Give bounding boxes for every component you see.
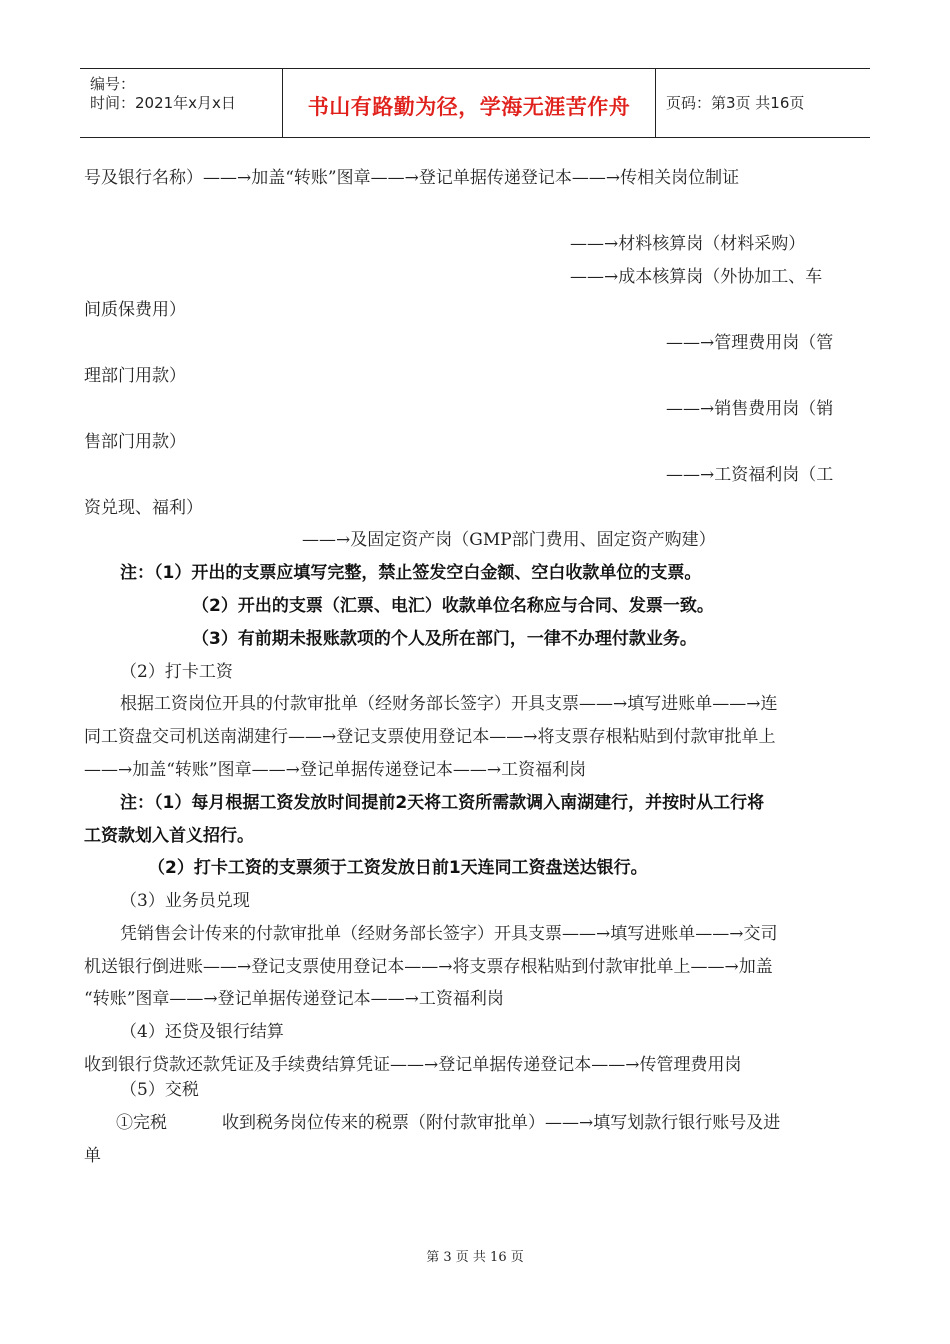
header-info-cell: [80, 69, 283, 137]
note-line: 工资款划入首义招行。: [84, 826, 254, 846]
body-line: 间质保费用）: [84, 300, 186, 320]
body-line: ——→及固定资产岗（GMP部门费用、固定资产购建）: [302, 530, 716, 550]
body-line: 根据工资岗位开具的付款审批单（经财务部长签字）开具支票——→填写进账单——→连: [120, 694, 778, 714]
header-page-cell: [656, 69, 870, 137]
body-line: 凭销售会计传来的付款审批单（经财务部长签字）开具支票——→填写进账单——→交司: [120, 924, 778, 944]
body-line: ——→工资福利岗（工: [666, 465, 834, 485]
body-line: 机送银行倒进账——→登记支票使用登记本——→将支票存根粘贴到付款审批单上——→加盖: [84, 957, 773, 977]
header-motto-cell: [283, 69, 656, 137]
body-line: 收到银行贷款还款凭证及手续费结算凭证——→登记单据传递登记本——→传管理费用岗: [84, 1055, 742, 1075]
body-line: 单: [84, 1146, 101, 1166]
note-line: 注：（1）每月根据工资发放时间提前2天将工资所需款调入南湖建行，并按时从工行将: [120, 793, 765, 813]
section-heading: （2）打卡工资: [120, 662, 233, 682]
note-line: （2）开出的支票（汇票、电汇）收款单位名称应与合同、发票一致。: [192, 596, 714, 616]
body-line: 理部门用款）: [84, 366, 186, 386]
document-time: 时间：2021年x月x日: [90, 94, 236, 112]
section-heading: （5）交税: [120, 1080, 199, 1100]
body-line: 售部门用款）: [84, 432, 186, 452]
page-header: [80, 68, 870, 138]
page-footer: 第 3 页 共 16 页: [426, 1250, 524, 1265]
document-number-label: 编号：: [90, 75, 136, 93]
header-page-number: 页码：第3页 共16页: [666, 94, 805, 112]
body-line: ——→销售费用岗（销: [666, 399, 834, 419]
note-line: 注：（1）开出的支票应填写完整，禁止签发空白金额、空白收款单位的支票。: [120, 563, 702, 583]
body-line: “转账”图章——→登记单据传递登记本——→工资福利岗: [84, 989, 504, 1009]
body-line: ——→成本核算岗（外协加工、车: [570, 267, 823, 287]
body-line: 资兑现、福利）: [84, 498, 203, 518]
body-line: 同工资盘交司机送南湖建行——→登记支票使用登记本——→将支票存根粘贴到付款审批单上: [84, 727, 776, 747]
body-line: ——→加盖“转账”图章——→登记单据传递登记本——→工资福利岗: [84, 760, 587, 780]
item-label: ①完税: [116, 1113, 167, 1133]
note-line: （2）打卡工资的支票须于工资发放日前1天连同工资盘送达银行。: [148, 858, 648, 878]
body-line: 号及银行名称）——→加盖“转账”图章——→登记单据传递登记本——→传相关岗位制证: [84, 168, 740, 188]
note-line: （3）有前期未报账款项的个人及所在部门，一律不办理付款业务。: [192, 629, 697, 649]
section-heading: （3）业务员兑现: [120, 891, 250, 911]
body-line: 收到税务岗位传来的税票（附付款审批单）——→填写划款行银行账号及进: [222, 1113, 781, 1133]
body-line: ——→管理费用岗（管: [666, 333, 834, 353]
body-line: ——→材料核算岗（材料采购）: [570, 234, 806, 254]
section-heading: （4）还贷及银行结算: [120, 1022, 284, 1042]
header-motto: 书山有路勤为径，学海无涯苦作舟: [307, 95, 631, 119]
